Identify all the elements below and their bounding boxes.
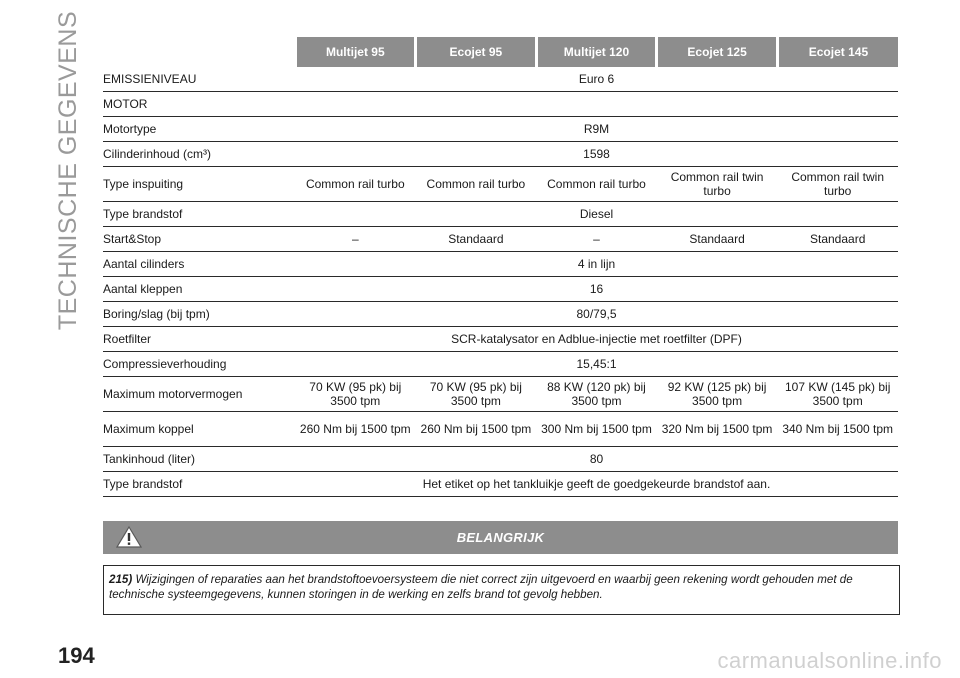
row-value: 260 Nm bij 1500 tpm: [295, 412, 416, 447]
column-header: Ecojet 125: [657, 37, 778, 67]
row-value: 260 Nm bij 1500 tpm: [416, 412, 537, 447]
table-row: [103, 327, 898, 352]
row-value: 320 Nm bij 1500 tpm: [657, 412, 778, 447]
row-value: 16: [295, 277, 898, 302]
row-value: 4 in lijn: [295, 252, 898, 277]
row-value: 70 KW (95 pk) bij 3500 tpm: [416, 377, 537, 412]
table-row: [103, 202, 898, 227]
table-row: [103, 167, 898, 202]
row-value: 80/79,5: [295, 302, 898, 327]
row-label: EMISSIENIVEAU: [103, 67, 295, 92]
row-value: 70 KW (95 pk) bij 3500 tpm: [295, 377, 416, 412]
row-value: 1598: [295, 142, 898, 167]
row-label: Maximum koppel: [103, 412, 295, 447]
row-value: Standaard: [416, 227, 537, 252]
row-label: MOTOR: [103, 92, 295, 117]
row-label: Roetfilter: [103, 327, 295, 352]
specs-table: [103, 37, 898, 497]
row-value: 107 KW (145 pk) bij 3500 tpm: [777, 377, 898, 412]
warning-text: Wijzigingen of reparaties aan het brandstoftoevoersysteem die niet correct zijn uitgevoerd en waarbij geen rekening wordt gehouden met de technische systeemgegevens, kunnen storingen in de werking en zelfs brand tot gevolg hebben.: [109, 573, 853, 601]
row-label: Motortype: [103, 117, 295, 142]
warning-triangle-icon: [116, 525, 142, 549]
header-corner: [103, 37, 295, 67]
column-header: Multijet 120: [536, 37, 657, 67]
row-label: Type brandstof: [103, 202, 295, 227]
row-label: Type inspuiting: [103, 167, 295, 202]
row-value: 300 Nm bij 1500 tpm: [536, 412, 657, 447]
table-row: [103, 92, 898, 117]
row-value: Common rail twin turbo: [657, 167, 778, 202]
row-label: Tankinhoud (liter): [103, 447, 295, 472]
row-label: Boring/slag (bij tpm): [103, 302, 295, 327]
row-label: Start&Stop: [103, 227, 295, 252]
column-header: Multijet 95: [295, 37, 416, 67]
row-value: Standaard: [777, 227, 898, 252]
warning-ref: 215): [109, 573, 133, 586]
row-label: Compressieverhouding: [103, 352, 295, 377]
column-header: Ecojet 145: [777, 37, 898, 67]
warning-header: [103, 521, 898, 554]
row-value: Common rail turbo: [416, 167, 537, 202]
row-value: Euro 6: [295, 67, 898, 92]
table-row: [103, 377, 898, 412]
row-label: Type brandstof: [103, 472, 295, 497]
row-value: [295, 92, 898, 117]
row-value: 92 KW (125 pk) bij 3500 tpm: [657, 377, 778, 412]
row-value: Diesel: [295, 202, 898, 227]
row-label: Cilinderinhoud (cm³): [103, 142, 295, 167]
row-value: Common rail turbo: [295, 167, 416, 202]
column-header: Ecojet 95: [416, 37, 537, 67]
row-value: SCR-katalysator en Adblue-injectie met roetfilter (DPF): [295, 327, 898, 352]
table-row: [103, 67, 898, 92]
table-row: [103, 227, 898, 252]
row-label: Aantal cilinders: [103, 252, 295, 277]
table-row: [103, 302, 898, 327]
table-row: [103, 412, 898, 447]
watermark: carmanualsonline.info: [717, 648, 942, 673]
row-value: Standaard: [657, 227, 778, 252]
warning-text-box: [103, 565, 900, 615]
table-row: [103, 252, 898, 277]
table-row: [103, 352, 898, 377]
row-value: Het etiket op het tankluikje geeft de goedgekeurde brandstof aan.: [295, 472, 898, 497]
table-row: [103, 472, 898, 497]
row-value: 340 Nm bij 1500 tpm: [777, 412, 898, 447]
row-value: –: [536, 227, 657, 252]
row-value: R9M: [295, 117, 898, 142]
row-value: 88 KW (120 pk) bij 3500 tpm: [536, 377, 657, 412]
row-value: Common rail turbo: [536, 167, 657, 202]
table-row: [103, 277, 898, 302]
row-value: 80: [295, 447, 898, 472]
row-label: Aantal kleppen: [103, 277, 295, 302]
row-value: –: [295, 227, 416, 252]
table-row: [103, 447, 898, 472]
row-value: Common rail twin turbo: [777, 167, 898, 202]
row-label: Maximum motorvermogen: [103, 377, 295, 412]
page-number: 194: [58, 643, 95, 668]
table-row: [103, 117, 898, 142]
table-row: [103, 142, 898, 167]
row-value: 15,45:1: [295, 352, 898, 377]
section-title: TECHNISCHE GEGEVENS: [54, 10, 83, 330]
table-header-row: [103, 37, 898, 67]
warning-title: BELANGRIJK: [456, 530, 545, 545]
